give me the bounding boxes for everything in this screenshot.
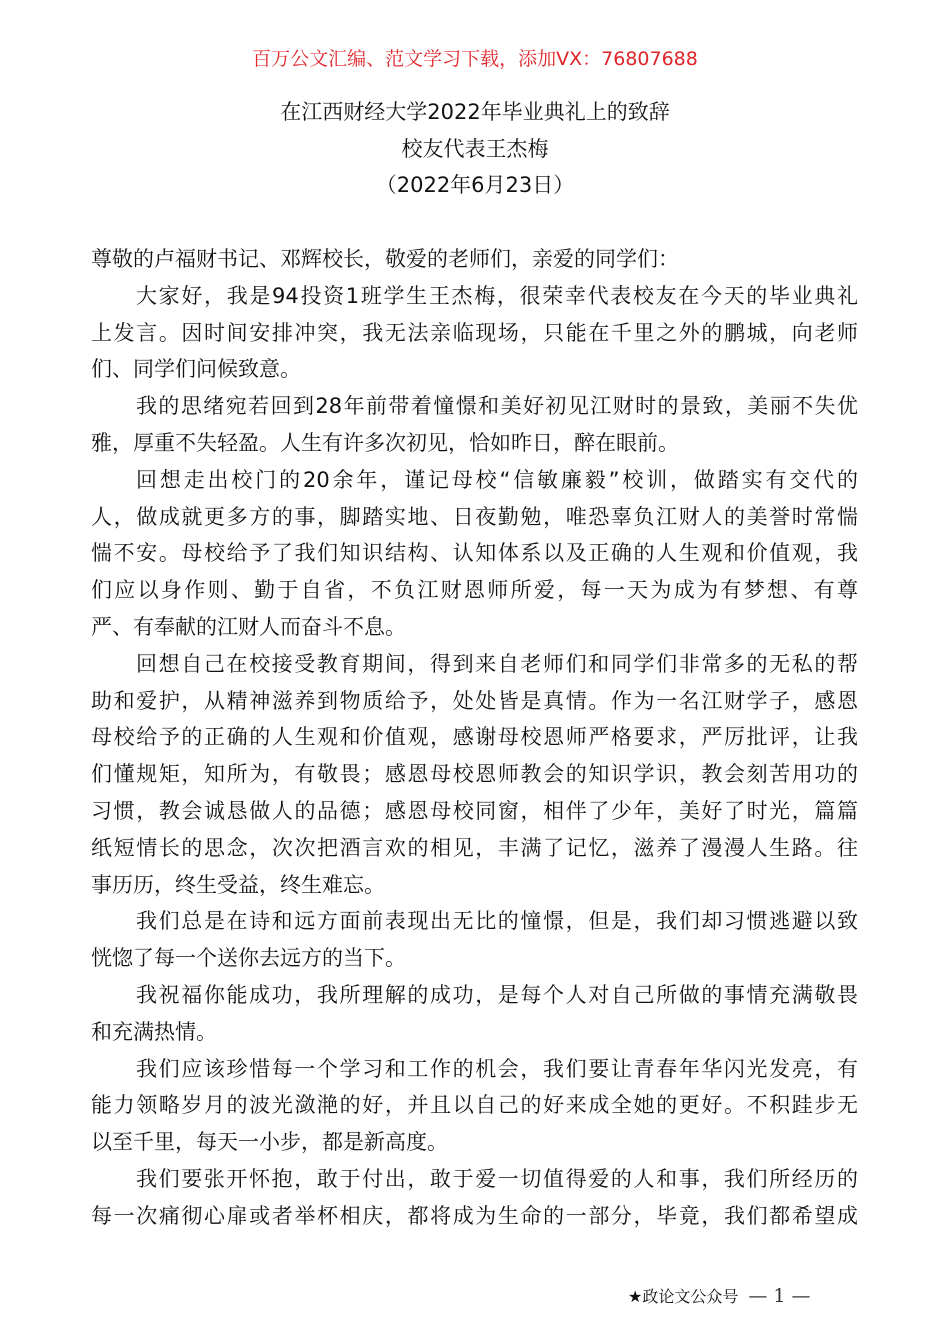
footer-source: ★政论文公众号 bbox=[628, 1287, 739, 1306]
paragraph-line: 大家好，我是94投资1班学生王杰梅，很荣幸代表校友在今天的毕业典礼 bbox=[136, 283, 858, 308]
page-number: — 1 — bbox=[748, 1285, 811, 1307]
paragraph-line: 回想自己在校接受教育期间，得到来自老师们和同学们非常多的无私的帮 bbox=[136, 651, 858, 676]
document-author: 校友代表王杰梅 bbox=[401, 137, 549, 161]
paragraph-line: 能力领略岁月的波光潋滟的好，并且以自己的好来成全她的更好。不积跬步无 bbox=[91, 1093, 858, 1118]
document-body bbox=[91, 241, 858, 1235]
watermark-header: 百万公文汇编、范文学习下载，添加VX：76807688 bbox=[252, 48, 698, 70]
paragraph-line: 惴不安。母校给予了我们知识结构、认知体系以及正确的人生观和价值观，我 bbox=[91, 541, 858, 566]
paragraph-line: 助和爱护，从精神滋养到物质给予，处处皆是真情。作为一名江财学子，感恩 bbox=[91, 688, 858, 713]
paragraph-line: 雅，厚重不失轻盈。人生有许多次初见，恰如昨日，醉在眼前。 bbox=[91, 430, 679, 455]
paragraph-line: 我们应该珍惜每一个学习和工作的机会，我们要让青春年华闪光发亮，有 bbox=[136, 1056, 858, 1081]
paragraph-line: 们应以身作则、勤于自省，不负江财恩师所爱，每一天为成为有梦想、有尊 bbox=[91, 578, 858, 603]
paragraph-line: 每一次痛彻心扉或者举杯相庆，都将成为生命的一部分，毕竟，我们都希望成 bbox=[91, 1203, 858, 1228]
paragraph-line: 严、有奉献的江财人而奋斗不息。 bbox=[91, 614, 406, 639]
paragraph-line: 我们总是在诗和远方面前表现出无比的憧憬，但是，我们却习惯逃避以致 bbox=[136, 909, 858, 934]
paragraph-line: 事历历，终生受益，终生难忘。 bbox=[91, 872, 385, 897]
paragraph-line: 回想走出校门的20余年，谨记母校“信敏廉毅”校训，做踏实有交代的 bbox=[136, 467, 858, 492]
paragraph-line: 纸短情长的思念，次次把酒言欢的相见，丰满了记忆，滋养了漫漫人生路。往 bbox=[91, 835, 858, 860]
paragraph-line: 人，做成就更多方的事，脚踏实地、日夜勤勉，唯恐辜负江财人的美誉时常惴 bbox=[91, 504, 858, 529]
paragraph-line: 我祝福你能成功，我所理解的成功，是每个人对自己所做的事情充满敬畏 bbox=[136, 982, 858, 1007]
paragraph-line: 和充满热情。 bbox=[91, 1019, 217, 1044]
paragraph-line: 我们要张开怀抱，敢于付出，敢于爱一切值得爱的人和事，我们所经历的 bbox=[136, 1166, 858, 1191]
paragraph-line: 们、同学们问候致意。 bbox=[91, 357, 301, 382]
paragraph-line: 习惯，教会诚恳做人的品德；感恩母校同窗，相伴了少年，美好了时光，篇篇 bbox=[91, 798, 858, 823]
page-footer bbox=[628, 1282, 811, 1311]
paragraph-line: 上发言。因时间安排冲突，我无法亲临现场，只能在千里之外的鹏城，向老师 bbox=[91, 320, 858, 345]
paragraph-line: 恍惚了每一个送你去远方的当下。 bbox=[91, 946, 406, 971]
paragraph-line: 尊敬的卢福财书记、邓辉校长，敬爱的老师们，亲爱的同学们： bbox=[91, 247, 679, 271]
paragraph-line: 们懂规矩，知所为，有敬畏；感恩母校恩师教会的知识学识，教会刻苦用功的 bbox=[91, 762, 858, 787]
document-date: （2022年6月23日） bbox=[375, 173, 575, 197]
paragraph-line: 我的思绪宛若回到28年前带着憧憬和美好初见江财时的景致，美丽不失优 bbox=[136, 394, 858, 419]
paragraph-line: 以至千里，每天一小步，都是新高度。 bbox=[91, 1130, 448, 1155]
paragraph-line: 母校给予的正确的人生观和价值观，感谢母校恩师严格要求，严厉批评，让我 bbox=[91, 725, 858, 750]
document-title: 在江西财经大学2022年毕业典礼上的致辞 bbox=[280, 100, 670, 124]
